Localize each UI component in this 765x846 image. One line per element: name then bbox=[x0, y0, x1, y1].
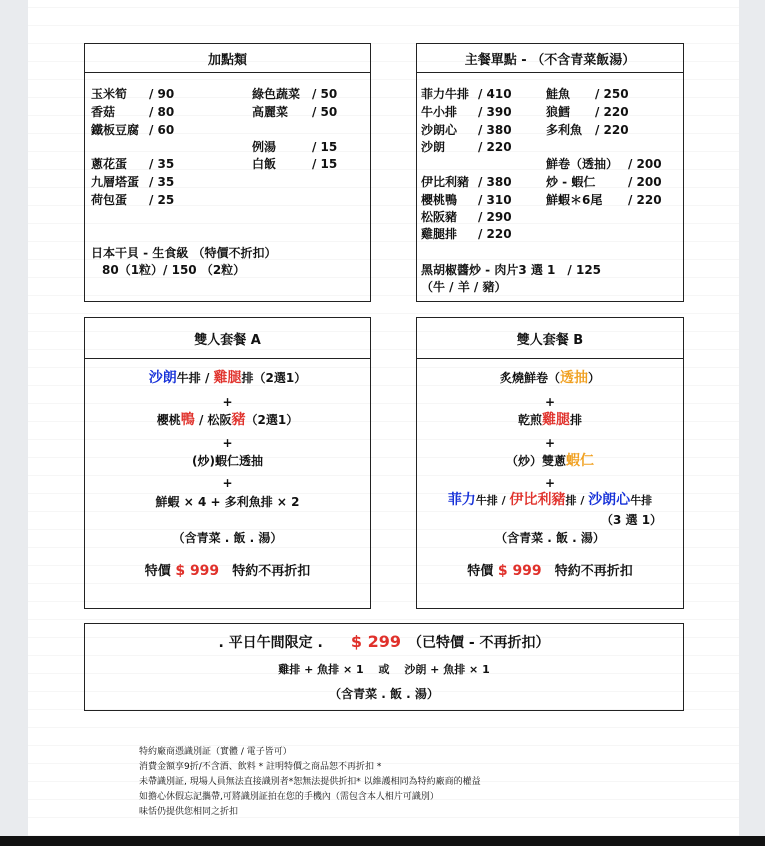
set-b-row-4: 菲力牛排 / 伊比利豬排 / 沙朗心牛排 bbox=[447, 492, 653, 508]
addon-price: / 15 bbox=[312, 140, 338, 154]
lunch-combo-line: 雞排 + 魚排 × 1 或 沙朗 + 魚排 × 1 bbox=[278, 663, 490, 676]
set-b-row-2: 乾煎雞腿排 bbox=[517, 412, 583, 428]
set-a-title: 雙人套餐 A bbox=[85, 318, 370, 359]
addon-price: / 15 bbox=[312, 157, 338, 171]
addon-price: / 80 bbox=[149, 105, 175, 119]
set-b-price-line: 特價 $ 999 特約不再折扣 bbox=[467, 563, 633, 579]
addon-item: 高麗菜 bbox=[252, 105, 289, 119]
set-b-box bbox=[416, 317, 684, 609]
plus-sign: + bbox=[222, 395, 233, 409]
bottom-bar bbox=[0, 836, 765, 846]
pepper-line-1: 黑胡椒醬炒 - 肉片3 選 1 / 125 bbox=[421, 263, 602, 277]
addon-title: 加點類 bbox=[85, 44, 370, 73]
addon-item: 白飯 bbox=[252, 157, 277, 171]
main-price: / 200 bbox=[628, 157, 662, 171]
main-price: / 220 bbox=[595, 123, 629, 137]
main-item: 雞腿排 bbox=[421, 227, 458, 241]
main-price: / 200 bbox=[628, 175, 662, 189]
left-margin bbox=[0, 0, 28, 846]
lunch-box bbox=[84, 623, 684, 711]
set-b-row-4-choice: （3 選 1） bbox=[601, 513, 663, 527]
lunch-title-line: . 平日午間限定 . $ 299 （已特價 - 不再折扣） bbox=[218, 632, 550, 651]
plus-sign: + bbox=[544, 436, 556, 450]
set-b-row-1: 炙燒鮮卷（透抽） bbox=[499, 370, 601, 386]
main-price: / 380 bbox=[478, 175, 512, 189]
mains-title: 主餐單點 - （不含青菜飯湯） bbox=[417, 44, 683, 73]
set-a-row-3: (炒)蝦仁透抽 bbox=[192, 454, 263, 468]
main-item: 松阪豬 bbox=[421, 210, 458, 224]
footer-note: 味恬仍提供您相同之折扣 bbox=[139, 807, 239, 817]
footer-note: 消費金額享9折/不含酒、飲料 * 註明特價之商品恕不再折扣 * bbox=[139, 762, 382, 772]
scallop-line-1: 日本干貝 - 生食級 （特價不折扣） bbox=[91, 246, 277, 260]
main-item: 沙朗心 bbox=[421, 123, 458, 137]
main-item: 櫻桃鴨 bbox=[421, 193, 458, 207]
addon-price: / 50 bbox=[312, 105, 338, 119]
plus-sign: + bbox=[544, 476, 556, 490]
main-item: 多利魚 bbox=[546, 123, 583, 137]
addon-item: 例湯 bbox=[252, 140, 277, 154]
main-price: / 390 bbox=[478, 105, 512, 119]
addon-price: / 35 bbox=[149, 157, 175, 171]
addon-item: 鐵板豆腐 bbox=[91, 123, 140, 137]
addon-item: 香菇 bbox=[91, 105, 116, 119]
main-item: 炒 - 蝦仁 bbox=[546, 175, 596, 189]
set-a-price-line: 特價 $ 999 特約不再折扣 bbox=[144, 563, 311, 579]
pepper-line-2: （牛 / 羊 / 豬） bbox=[421, 280, 507, 294]
main-price: / 290 bbox=[478, 210, 512, 224]
plus-sign: + bbox=[544, 395, 556, 409]
addon-price: / 25 bbox=[149, 193, 175, 207]
main-price: / 410 bbox=[478, 87, 512, 101]
footer-note: 特約廠商憑識別証（實體 / 電子皆可） bbox=[139, 747, 292, 757]
menu-page bbox=[28, 0, 739, 836]
right-margin bbox=[739, 0, 765, 846]
addon-item: 蔥花蛋 bbox=[91, 157, 128, 171]
main-price: / 220 bbox=[595, 105, 629, 119]
lunch-includes: （含青菜 . 飯 . 湯） bbox=[329, 687, 439, 701]
addon-price: / 90 bbox=[149, 87, 175, 101]
set-a-row-1: 沙朗牛排 / 雞腿排（2選1） bbox=[148, 370, 307, 386]
main-item: 鮮蝦＊6尾 bbox=[546, 193, 603, 207]
set-b-includes: （含青菜 . 飯 . 湯） bbox=[495, 531, 605, 545]
main-item: 狼鱈 bbox=[546, 105, 571, 119]
set-a-includes: （含青菜 . 飯 . 湯） bbox=[172, 531, 283, 545]
addon-price: / 50 bbox=[312, 87, 338, 101]
addon-item: 荷包蛋 bbox=[91, 193, 128, 207]
footer-note: 未帶識別証, 現場人員無法直接識別者*恕無法提供折扣* 以維護相同為特約廠商的權益 bbox=[139, 777, 481, 787]
main-price: / 310 bbox=[478, 193, 512, 207]
main-item: 鮮卷（透抽） bbox=[546, 157, 619, 171]
main-item: 鮭魚 bbox=[546, 87, 571, 101]
set-a-row-4: 鮮蝦 × 4 + 多利魚排 × 2 bbox=[155, 495, 300, 509]
main-price: / 220 bbox=[628, 193, 662, 207]
addon-item: 玉米筍 bbox=[91, 87, 128, 101]
set-b-row-3: （炒）雙蔥蝦仁 bbox=[505, 453, 594, 469]
addon-item: 綠色蔬菜 bbox=[252, 87, 301, 101]
main-item: 牛小排 bbox=[421, 105, 458, 119]
main-price: / 250 bbox=[595, 87, 629, 101]
main-item: 菲力牛排 bbox=[421, 87, 470, 101]
set-a-row-2: 櫻桃鴨 / 松阪豬（2選1） bbox=[156, 412, 299, 428]
main-item: 沙朗 bbox=[421, 140, 446, 154]
addon-price: / 60 bbox=[149, 123, 175, 137]
addon-item: 九層塔蛋 bbox=[91, 175, 140, 189]
scallop-line-2: 80（1粒）/ 150 （2粒） bbox=[102, 263, 246, 277]
addon-price: / 35 bbox=[149, 175, 175, 189]
set-a-box bbox=[84, 317, 371, 609]
main-price: / 220 bbox=[478, 227, 512, 241]
plus-sign: + bbox=[222, 436, 233, 450]
main-price: / 380 bbox=[478, 123, 512, 137]
set-b-title: 雙人套餐 B bbox=[417, 318, 683, 359]
main-price: / 220 bbox=[478, 140, 512, 154]
footer-note: 如擔心休假忘記攜帶,可將識別証拍在您的手機內（需包含本人相片可識別） bbox=[139, 792, 439, 802]
main-item: 伊比利豬 bbox=[421, 175, 470, 189]
plus-sign: + bbox=[222, 476, 233, 490]
